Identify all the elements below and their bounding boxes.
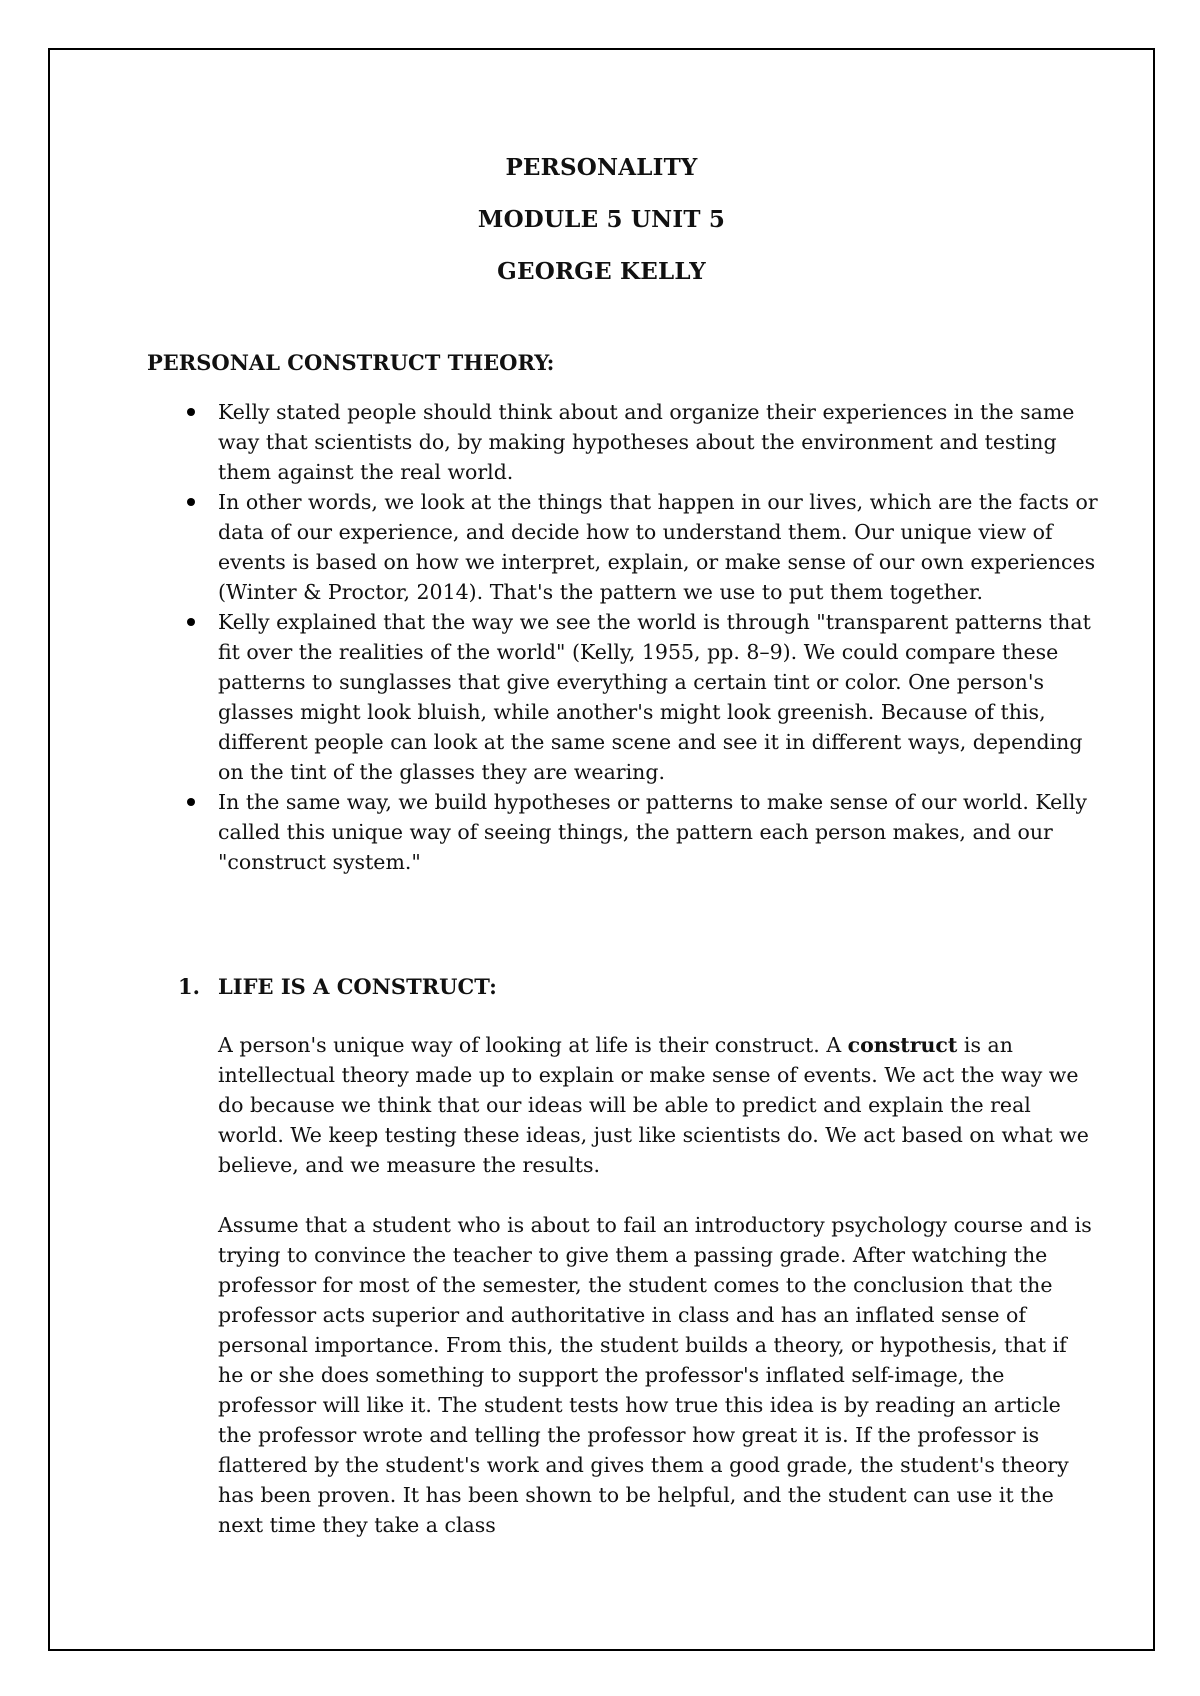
numbered-heading xyxy=(178,974,497,999)
bullet-text: Kelly stated people should think about and organize their experiences in the same way that scientists do, by making hypotheses about the environment and testing them against the real world. xyxy=(218,400,1075,484)
heading-number: 1. xyxy=(178,974,200,999)
title-block xyxy=(48,142,1155,298)
bullet-text: In other words, we look at the things that happen in our lives, which are the facts or data of our experience, and decide how to understand them. Our unique view of events is based on how we interpret, explain, or make sense of our own experiences (Winter & Proctor, 2014). That's the pattern we use to put them together. xyxy=(218,490,1098,604)
author-title: GEORGE KELLY xyxy=(497,258,706,285)
bullet-item xyxy=(218,607,1098,787)
module-unit-title: MODULE 5 UNIT 5 xyxy=(477,206,726,233)
paragraph-text: is an intellectual theory made up to explain or make sense of events. We act the way we do because we think that our ideas will be able to predict and explain the real world. We keep testing these ideas, just like scientists do. We act based on what we believe, and we measure the results. xyxy=(218,1033,1089,1177)
bullet-text: Kelly explained that the way we see the world is through "transparent patterns that fit over the realities of the world" (Kelly, 1955, pp. 8–9). We could compare these patterns to sunglasses that give everything a certain tint or color. One person's glasses might look bluish, while another's might look greenish. Because of this, different people can look at the same scene and see it in different ways, depending on the tint of the glasses they are wearing. xyxy=(218,610,1091,784)
bullet-item xyxy=(218,487,1098,607)
bullet-item xyxy=(218,787,1098,877)
bullet-item xyxy=(218,397,1098,487)
bullet-icon xyxy=(187,618,195,626)
bullet-icon xyxy=(187,498,195,506)
bullet-text: In the same way, we build hypotheses or patterns to make sense of our world. Kelly called this unique way of seeing things, the pattern each person makes, and our "construct system." xyxy=(218,790,1087,874)
paragraph-construct-definition xyxy=(218,1030,1098,1180)
document-title: PERSONALITY xyxy=(505,154,698,181)
paragraph-text: A person's unique way of looking at life is their construct. A xyxy=(218,1033,848,1057)
section-heading: PERSONAL CONSTRUCT THEORY: xyxy=(147,350,555,375)
paragraph-student-example: Assume that a student who is about to fail an introductory psychology course and is trying to convince the teacher to give them a passing grade. After watching the professor for most of the semester, the student comes to the conclusion that the professor acts superior and authoritative in class and has an inflated sense of personal importance. From this, the student builds a theory, or hypothesis, that if he or she does something to support the professor's inflated self-image, the professor will like it. The student tests how true this idea is by reading an article the professor wrote and telling the professor how great it is. If the professor is flattered by the student's work and gives them a good grade, the student's theory has been proven. It has been shown to be helpful, and the student can use it the next time they take a class xyxy=(218,1213,1092,1537)
bullet-icon xyxy=(187,408,195,416)
bullet-list xyxy=(218,397,1098,877)
heading-text: LIFE IS A CONSTRUCT: xyxy=(218,974,497,999)
bullet-icon xyxy=(187,798,195,806)
bold-term: construct xyxy=(847,1033,958,1057)
